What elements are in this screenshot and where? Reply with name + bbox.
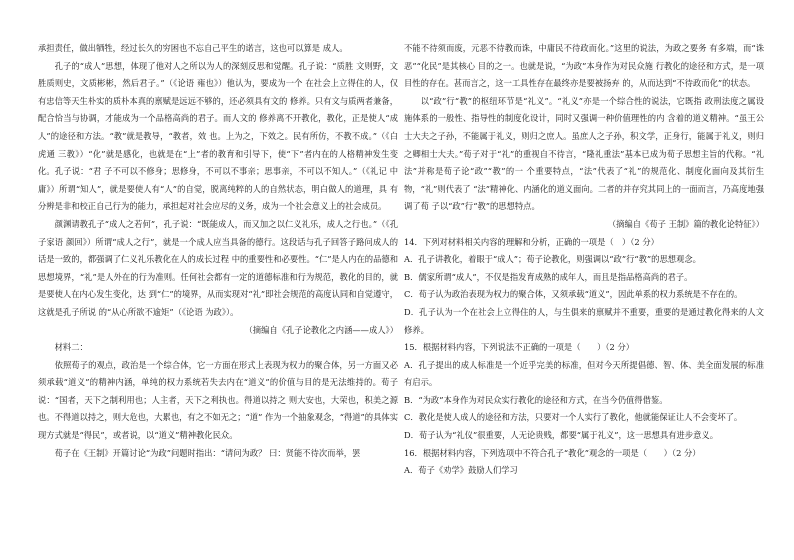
paragraph: 以“政”行“教”的枢纽环节是“礼义”。“礼义”亦是一个综合性的说法，它既指 政刑法度之属设施体系的一般性、指导性的制度化设计，同时又强调一种价值理性的内 含着的道义精神。“虽王公士大夫之子孙，不能属于礼义，则归之庶人。虽庶人之子孙，积文学，正身行，能属于礼义，则归之卿相士大夫。”荀子对于“礼”的重视自不待言，“隆礼重法”基本已成为荀子思想主旨的代称。“礼法”并称是荀子论“政”“教”的一 个重要特点，“法”代表了“礼”的规范化、制度化面向及其衍生物，“礼”则代表了 “法”精神化、内涵化的道义面向。二者的并存究其同上的一面而言，乃高度地强调了荀 子以“政”行“教”的思想特点。 — [404, 95, 764, 212]
option-16-a: A．荀子《劝学》鼓励人们学习 — [404, 465, 518, 476]
paragraph: 依照荀子的观点，政治是一个综合体，它一方面在形式上表现为权力的聚合体，另一方面又必须承载“道义”的精神内涵，单纯的权力系统若失去内在“道义”的价值与目的是无法维持的。荀子说：“国者，天下之制利用也；人主者，天下之利执也。得道以持之 则大安也，大荣也，积美之源也。不得道以持之，则大危也，大累也，有之不如无之；“道” 作为一个抽象观念，“得道”的具体实现方式就是“得民”，或者说，以“道义”精神教化民众。 — [38, 359, 398, 441]
material-heading: 材料二： — [54, 342, 88, 353]
source-citation: （摘编自《孔子论教化之内涵——成人》） — [244, 324, 398, 335]
option-15-a: A．孔子提出的成人标准是一个近乎完美的标准，但对今天所提倡德、智、体、美全面发展的标准有启示。 — [404, 359, 764, 388]
option-14-d: D．孔子认为一个在社会上立得住的人，与生俱来的禀赋并不重要，重要的是通过教化得来的人文修养。 — [404, 306, 764, 335]
paragraph: 颜渊请教孔子“成人之若何”，孔子说：“既能成人，而又加之以仁义礼乐，成人之行也。”（《孔子家语 颜回》）所谓“成人之行”，就是一个成人应当具备的德行。这段话与孔子回答子路问成人的话是一致的，都强调了仁义礼乐教化在人的成长过程 中的重要性和必要性。“仁”是人内在的品德和思想境界，“礼”是人外在的行为准则。任何社会都有一定的道德标准和行为规范，教化的目的，就是要使人在内心发生变化，达 到“仁”的境界，从而实现对“礼”即社会规范的高度认同和自觉遵守，这就是孔子所说 的“从心所欲不逾矩”（《论语 为政》）。 — [38, 218, 398, 317]
right-column — [404, 40, 764, 480]
paragraph: 荀子在《王制》开篇讨论“为政”问题时指出：“请问为政？ 曰：贤能不待次而举，罢 — [54, 447, 361, 458]
left-column — [38, 40, 398, 462]
paragraph: 承担责任，做出牺牲，经过长久的穷困也不忘自己平生的诺言，这也可以算是 成人。 — [38, 43, 348, 53]
question-14: 14．下列对材料相关内容的理解和分析，正确的一项是（ ）（2 分） — [404, 236, 659, 247]
question-16: 16．根据材料内容，下列选项中不符合孔子“教化”观念的一项是（ ）（2 分） — [404, 447, 701, 458]
source-citation: （摘编自《荀子 王制》篇的教化论特征》） — [607, 218, 764, 229]
option-14-c: C．荀子认为政治表现为权力的聚合体，又须承载“道义”，因此单系的权力系统是不存在的。 — [404, 289, 743, 300]
option-15-b: B．“为政”本身作为对民众实行教化的途径和方式，在当今仍值得借鉴。 — [404, 394, 668, 405]
option-15-d: D．荀子认为“礼仪”很重要，人无论贵贱，都要“属于礼义”，这一思想具有进步意义。 — [404, 430, 719, 441]
option-15-c: C．教化是使人成人的途径和方法，只要对一个人实行了教化，他就能保证让人不会变坏了。 — [404, 412, 743, 423]
question-15: 15．根据材料内容，下列说法不正确的一项是（ ）（2 分） — [404, 342, 635, 353]
paragraph: 孔子的“成人”思想，体现了他对人之所以为人的深刻反思和觉醒。孔子说：“质胜 文则野，文胜质则史，文质彬彬，然后君子。”（《论语 雍也》）他认为，要成为一个 在社会上立得住的人，仅有忠信等天生朴实的质朴本真的禀赋是远远不够的，还必须具有文的 修养。只有文与质两者兼备，配合恰当与协调，才能成为一个品格高尚的君子。而人文的 修养离不开教化，教化，正是使人“成人”的途径和方法。“教”就是教导，“教者，效 也。上为之，下效之。民有所仿，不教不成。”（《白虎通 三教》）“化”就是感化，也就是在“上”者的教育和引导下，使“下”者内在的人格精神发生变化。孔子说：“君 子不可以不修身；思修身，不可以不事亲；思事亲，不可以不知人。”（《礼记 中庸》）所谓“知人”，就是要使人有“人”的自觉，脱离纯粹的人的自然状态，明白做人的道理，具 有分辨是非和校正自己行为的能力，承担起对社会应尽的义务，成为一个社会意义上的社会成员。 — [38, 60, 398, 212]
paragraph: 不能不待须而废，元恶不待教而诛，中庸民不待政而化。”这里的说法，为政之要务 有多端，而“诛恶”“化民”是其核心 目的之一。也就是说，“为政”本身作为对民众施 行教化的途径和方式，是一项目性的存在。甚而言之，这一工具性存在最终亦是要被扬弃 的，从而达到“不待政而化”的状态。 — [404, 43, 764, 89]
option-14-a: A．孔子讲教化，着眼于“成人”；荀子论教化，则强调以“政”行“教”的思想观念。 — [404, 254, 701, 265]
option-14-b: B．儒家所谓“成人”，不仅是指发育成熟的成年人，而且是指品格高尚的君子。 — [404, 271, 693, 282]
